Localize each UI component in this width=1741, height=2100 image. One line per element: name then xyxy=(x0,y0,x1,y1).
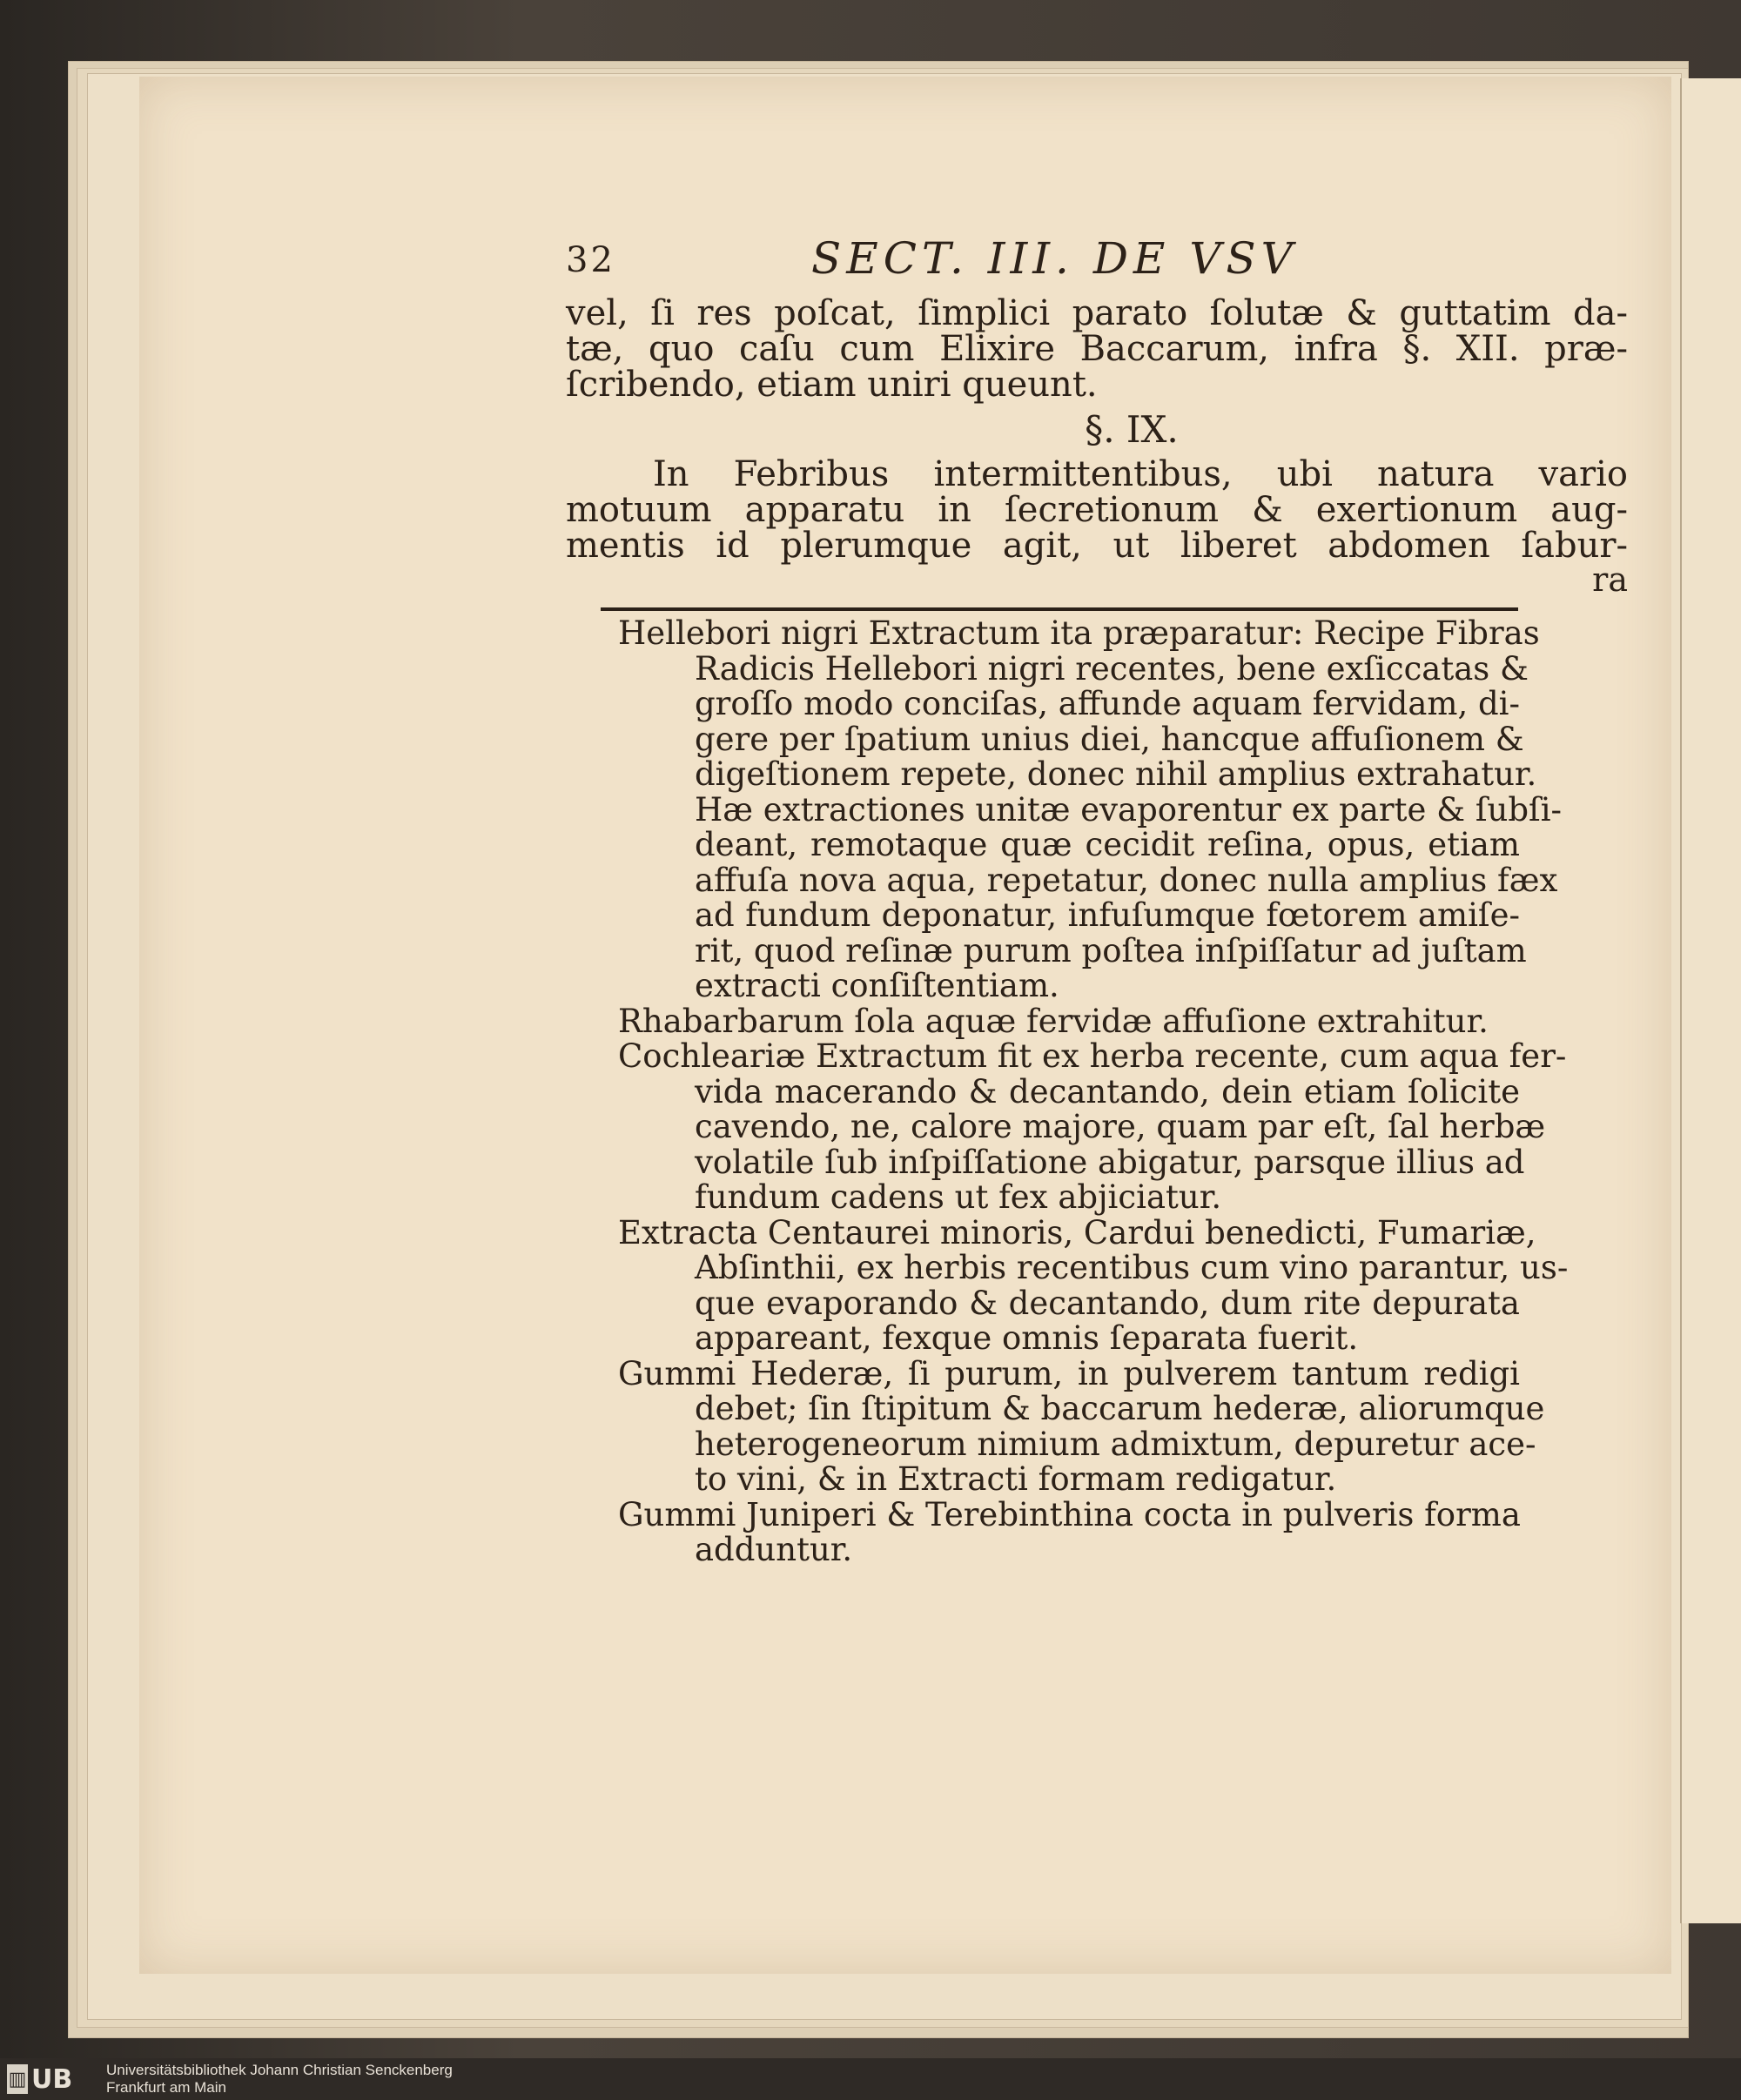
footnotes xyxy=(618,614,1569,1568)
footnote-line: gere per ſpatium unius diei, hancque affuſionem & xyxy=(695,720,1524,758)
footnote-entry xyxy=(618,1004,1520,1040)
footnote-lead-line: Cochleariæ Extractum fit ex herba recente, cum aqua fer- xyxy=(618,1037,1567,1075)
page-content xyxy=(566,233,1628,1568)
institution-name xyxy=(106,2062,453,2097)
running-title: SECT. III. DE VSV xyxy=(811,233,1298,284)
footnote-line: ad fundum deponatur, infuſumque fœtorem amiſe- xyxy=(695,896,1520,934)
footnote-line: extracti conſiſtentiam. xyxy=(695,967,1059,1004)
body-line: tæ, quo caſu cum Elixire Baccarum, infra §. XII. præ- xyxy=(566,329,1628,369)
footnote-line: cavendo, ne, calore majore, quam par eſt, ſal herbæ xyxy=(695,1108,1546,1145)
running-head xyxy=(566,233,1628,294)
footnote-line: appareant, fexque omnis ſeparata fuerit. xyxy=(695,1319,1359,1357)
footnote-line: fundum cadens ut fex abjiciatur. xyxy=(695,1178,1222,1216)
footnote-line: debet; ſin ſtipitum & baccarum hederæ, aliorumque xyxy=(695,1390,1545,1427)
footnote-line: Radicis Hellebori nigri recentes, bene exſiccatas & xyxy=(695,649,1529,688)
library-footer xyxy=(0,2058,1741,2100)
footnote-lead-line: Rhabarbarum ſola aquæ fervidæ affuſione extrahitur. xyxy=(618,1002,1489,1040)
footnote-line: groſſo modo conciſas, affunde aquam fervidam, di- xyxy=(695,685,1521,722)
body-text xyxy=(566,293,1628,599)
footnote-rule xyxy=(601,607,1518,611)
footnote-line: Hæ extractiones unitæ evaporentur ex parte & ſubſi- xyxy=(695,790,1563,829)
footnote-line: vida macerando & decantando, dein etiam ſolicite xyxy=(695,1072,1520,1110)
footnote-line: volatile ſub inſpiſſatione abigatur, parsque illius ad xyxy=(695,1143,1525,1181)
section-heading: §. IX. xyxy=(1085,408,1179,451)
footnote-entry xyxy=(618,1213,1569,1357)
institution-line: Universitätsbibliothek Johann Christian Senckenberg xyxy=(106,2062,453,2078)
footnote-entry xyxy=(618,1037,1567,1216)
footnote-line: rit, quod reſinæ purum poſtea inſpiſſatur ad juſtam xyxy=(695,931,1527,969)
logo-text: UB xyxy=(31,2063,73,2095)
footnote-line: affuſa nova aqua, repetatur, donec nulla amplius fæx xyxy=(695,861,1558,899)
body-line: ſcribendo, etiam uniri queunt. xyxy=(566,365,1098,405)
footnote-line: Abſinthii, ex herbis recentibus cum vino parantur, us- xyxy=(695,1249,1569,1286)
footnote-line: que evaporando & decantando, dum rite depurata xyxy=(695,1284,1520,1322)
logo-mark-icon: ▥ xyxy=(7,2064,28,2094)
institution-line: Frankfurt am Main xyxy=(106,2079,226,2096)
footnote-line: adduntur. xyxy=(695,1531,853,1568)
body-line: mentis id plerumque agit, ut liberet abdomen ſabur- xyxy=(566,526,1628,566)
page-number: 32 xyxy=(566,240,615,280)
footnote-line: to vini, & in Extracti formam redigatur. xyxy=(695,1460,1337,1498)
book-page xyxy=(139,77,1671,1974)
footnote-lead-line: Extracta Centaurei minoris, Cardui benedicti, Fumariæ, xyxy=(618,1213,1536,1251)
body-line: motuum apparatu in ſecretionum & exertionum aug- xyxy=(566,490,1628,530)
footnote-line: heterogeneorum nimium admixtum, depuretur ace- xyxy=(695,1425,1536,1463)
body-line: In Febribus intermittentibus, ubi natura vario xyxy=(653,454,1628,494)
footnote-entry xyxy=(618,614,1563,1004)
footnote-line: deant, remotaque quæ cecidit reſina, opus, etiam xyxy=(695,826,1520,863)
footnote-entry xyxy=(618,1354,1545,1498)
footnote-lead-line: Hellebori nigri Extractum ita præparatur: Recipe Fibras xyxy=(618,614,1540,652)
footnote-entry xyxy=(618,1495,1521,1568)
footnote-line: digeſtionem repete, donec nihil amplius extrahatur. xyxy=(695,755,1537,793)
facing-page-edge xyxy=(1680,78,1741,1923)
footnote-lead-line: Gummi Hederæ, ſi purum, in pulverem tantum redigi xyxy=(618,1354,1520,1392)
footnote-lead-line: Gummi Juniperi & Terebinthina cocta in pulveris forma xyxy=(618,1495,1521,1533)
body-line: vel, ſi res poſcat, ſimplici parato ſolutæ & guttatim da- xyxy=(566,293,1628,333)
catchword: ra xyxy=(1592,560,1628,599)
ub-logo xyxy=(7,2063,72,2095)
